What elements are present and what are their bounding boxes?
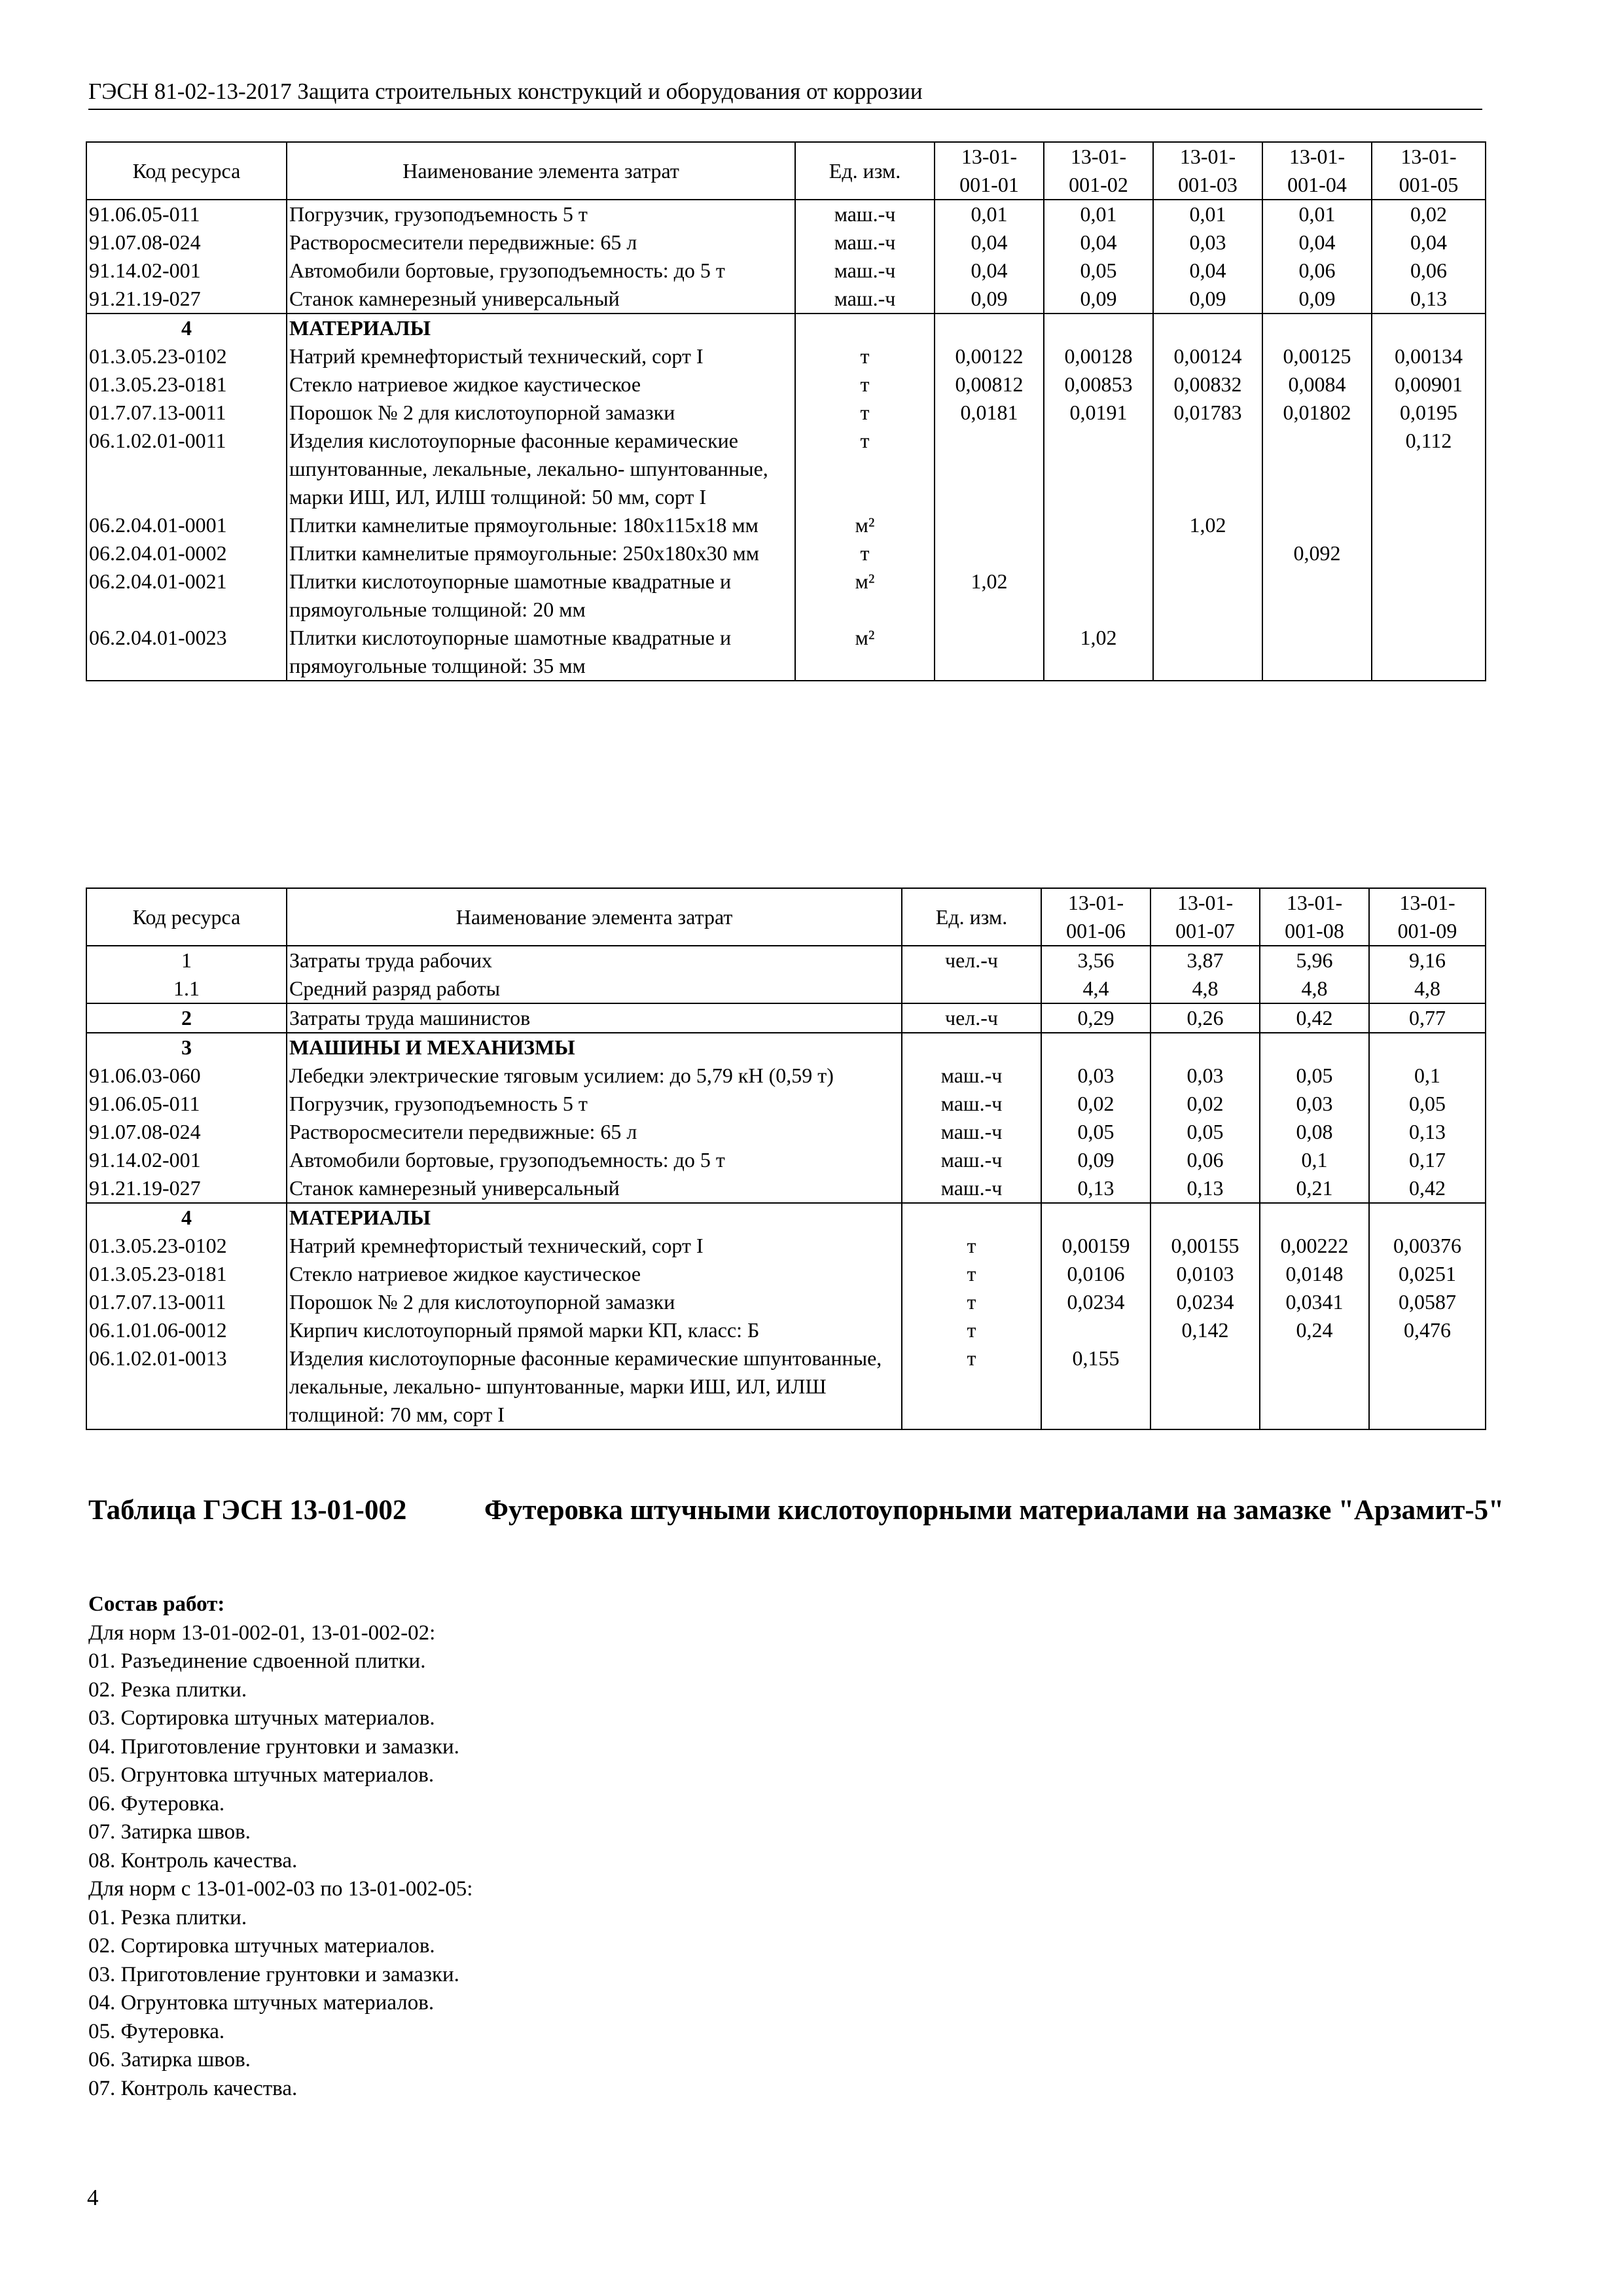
norm-value bbox=[1369, 1203, 1486, 1232]
column-header: Наименование элемента затрат bbox=[287, 888, 902, 946]
cost-element-name: Плитки кислотоупорные шамотные квадратные и прямоугольные толщиной: 20 мм bbox=[287, 567, 795, 624]
norm-value: 0,155 bbox=[1041, 1344, 1150, 1429]
norm-value: 0,0234 bbox=[1041, 1288, 1150, 1316]
norm-value: 0,00122 bbox=[935, 342, 1044, 370]
table-row bbox=[86, 1260, 1486, 1288]
column-header: Код ресурса bbox=[86, 888, 287, 946]
norm-value bbox=[935, 314, 1044, 342]
norm-value: 0,01 bbox=[935, 200, 1044, 228]
resource-code: 91.21.19-027 bbox=[86, 285, 287, 314]
page-number: 4 bbox=[87, 2185, 99, 2210]
norm-value: 1,02 bbox=[1044, 624, 1153, 681]
list-item: 07. Контроль качества. bbox=[88, 2076, 298, 2100]
section-row bbox=[86, 1033, 1486, 1062]
unit: м² bbox=[795, 624, 935, 681]
cost-element-name: Порошок № 2 для кислотоупорной замазки bbox=[287, 1288, 902, 1316]
cost-element-name: Станок камнерезный универсальный bbox=[287, 1174, 902, 1203]
unit: м² bbox=[795, 567, 935, 624]
table-row bbox=[86, 1232, 1486, 1260]
norm-value: 0,42 bbox=[1260, 1003, 1369, 1033]
table-row bbox=[86, 511, 1486, 539]
unit: маш.-ч bbox=[902, 1174, 1041, 1203]
works-heading: Состав работ: bbox=[88, 1592, 225, 1616]
norm-value: 0,24 bbox=[1260, 1316, 1369, 1344]
resource-code: 4 bbox=[86, 1203, 287, 1232]
norm-value bbox=[1153, 427, 1262, 511]
norm-value: 0,04 bbox=[1372, 228, 1486, 257]
table-row bbox=[86, 975, 1486, 1003]
norm-value: 0,00128 bbox=[1044, 342, 1153, 370]
resource-code: 1 bbox=[86, 946, 287, 975]
column-header: Код ресурса bbox=[86, 142, 287, 200]
norm-value: 0,0195 bbox=[1372, 399, 1486, 427]
list-item: 03. Приготовление грунтовки и замазки. bbox=[88, 1962, 459, 1986]
resource-code: 91.06.03-060 bbox=[86, 1062, 287, 1090]
resource-code: 01.3.05.23-0102 bbox=[86, 342, 287, 370]
norm-value: 0,0587 bbox=[1369, 1288, 1486, 1316]
column-header: 13-01- 001-03 bbox=[1153, 142, 1262, 200]
norm-value: 3,87 bbox=[1150, 946, 1260, 975]
norm-value bbox=[1153, 567, 1262, 624]
unit: т bbox=[902, 1232, 1041, 1260]
cost-element-name: Затраты труда рабочих bbox=[287, 946, 902, 975]
table-row bbox=[86, 1146, 1486, 1174]
norm-value bbox=[1262, 314, 1372, 342]
norm-value: 0,0181 bbox=[935, 399, 1044, 427]
table-row bbox=[86, 624, 1486, 681]
resource-code: 01.3.05.23-0102 bbox=[86, 1232, 287, 1260]
section-row bbox=[86, 1003, 1486, 1033]
norm-value bbox=[1372, 539, 1486, 567]
norm-value: 0,02 bbox=[1372, 200, 1486, 228]
norm-value: 0,13 bbox=[1041, 1174, 1150, 1203]
norm-value bbox=[1153, 539, 1262, 567]
cost-element-name: Натрий кремнефтористый технический, сорт I bbox=[287, 342, 795, 370]
norm-value: 0,06 bbox=[1150, 1146, 1260, 1174]
norm-value: 0,0148 bbox=[1260, 1260, 1369, 1288]
table-row bbox=[86, 1090, 1486, 1118]
norm-value: 0,06 bbox=[1372, 257, 1486, 285]
unit: маш.-ч bbox=[902, 1062, 1041, 1090]
resource-code: 91.06.05-011 bbox=[86, 200, 287, 228]
norm-value bbox=[1372, 624, 1486, 681]
norm-value bbox=[935, 624, 1044, 681]
resource-code: 3 bbox=[86, 1033, 287, 1062]
unit: маш.-ч bbox=[902, 1090, 1041, 1118]
section-row bbox=[86, 1203, 1486, 1232]
norm-value: 0,09 bbox=[1044, 285, 1153, 314]
resource-code: 91.21.19-027 bbox=[86, 1174, 287, 1203]
norm-value bbox=[1044, 314, 1153, 342]
norm-value: 0,09 bbox=[1262, 285, 1372, 314]
resource-code: 06.2.04.01-0023 bbox=[86, 624, 287, 681]
table-row bbox=[86, 1344, 1486, 1429]
list-item: 02. Резка плитки. bbox=[88, 1677, 247, 1702]
column-header: 13-01- 001-06 bbox=[1041, 888, 1150, 946]
norm-value: 0,17 bbox=[1369, 1146, 1486, 1174]
cost-element-name: Плитки камнелитые прямоугольные: 180х115х18 мм bbox=[287, 511, 795, 539]
list-item: 01. Разъединение сдвоенной плитки. bbox=[88, 1649, 426, 1673]
norm-value: 0,05 bbox=[1044, 257, 1153, 285]
cost-element-name: Лебедки электрические тяговым усилием: до 5,79 кН (0,59 т) bbox=[287, 1062, 902, 1090]
norm-value: 0,77 bbox=[1369, 1003, 1486, 1033]
norm-value: 0,00853 bbox=[1044, 370, 1153, 399]
table-row bbox=[86, 285, 1486, 314]
column-header: 13-01- 001-05 bbox=[1372, 142, 1486, 200]
unit: т bbox=[902, 1260, 1041, 1288]
norm-value: 0,00832 bbox=[1153, 370, 1262, 399]
unit: маш.-ч bbox=[902, 1118, 1041, 1146]
norm-value: 0,0234 bbox=[1150, 1288, 1260, 1316]
norm-value: 0,476 bbox=[1369, 1316, 1486, 1344]
table-row bbox=[86, 1316, 1486, 1344]
resource-code: 01.7.07.13-0011 bbox=[86, 1288, 287, 1316]
norm-value bbox=[1262, 511, 1372, 539]
norm-value: 0,0084 bbox=[1262, 370, 1372, 399]
norm-value: 0,00812 bbox=[935, 370, 1044, 399]
column-header: Ед. изм. bbox=[902, 888, 1041, 946]
norm-value: 0,09 bbox=[1041, 1146, 1150, 1174]
norm-value: 0,00125 bbox=[1262, 342, 1372, 370]
list-item: Для норм 13-01-002-01, 13-01-002-02: bbox=[88, 1621, 436, 1645]
norm-value bbox=[1260, 1033, 1369, 1062]
cost-element-name: Порошок № 2 для кислотоупорной замазки bbox=[287, 399, 795, 427]
resource-code: 91.06.05-011 bbox=[86, 1090, 287, 1118]
cost-element-name: Плитки кислотоупорные шамотные квадратные и прямоугольные толщиной: 35 мм bbox=[287, 624, 795, 681]
cost-element-name: Погрузчик, грузоподъемность 5 т bbox=[287, 200, 795, 228]
cost-element-name: МАШИНЫ И МЕХАНИЗМЫ bbox=[287, 1033, 902, 1062]
norm-value: 3,56 bbox=[1041, 946, 1150, 975]
norm-value: 4,4 bbox=[1041, 975, 1150, 1003]
cost-element-name: Растворосмесители передвижные: 65 л bbox=[287, 228, 795, 257]
norm-value: 0,01802 bbox=[1262, 399, 1372, 427]
unit: чел.-ч bbox=[902, 946, 1041, 975]
norm-value bbox=[1372, 511, 1486, 539]
list-item: 06. Затирка швов. bbox=[88, 2048, 251, 2072]
norm-value: 0,0103 bbox=[1150, 1260, 1260, 1288]
norm-value bbox=[1262, 567, 1372, 624]
unit bbox=[795, 314, 935, 342]
table-row bbox=[86, 946, 1486, 975]
table-row bbox=[86, 200, 1486, 228]
norm-value bbox=[1150, 1203, 1260, 1232]
norm-value: 0,13 bbox=[1372, 285, 1486, 314]
list-item: 05. Футеровка. bbox=[88, 2019, 225, 2043]
norm-value: 0,112 bbox=[1372, 427, 1486, 511]
norm-value: 0,04 bbox=[935, 228, 1044, 257]
norm-value: 0,0251 bbox=[1369, 1260, 1486, 1288]
norm-value: 0,05 bbox=[1041, 1118, 1150, 1146]
works-list bbox=[88, 1619, 473, 2104]
unit bbox=[902, 1033, 1041, 1062]
table-header-row bbox=[86, 142, 1486, 200]
norm-value: 0,09 bbox=[935, 285, 1044, 314]
table-header-row bbox=[86, 888, 1486, 946]
norm-value bbox=[1044, 567, 1153, 624]
column-header: Наименование элемента затрат bbox=[287, 142, 795, 200]
norm-value: 0,00222 bbox=[1260, 1232, 1369, 1260]
norm-value: 0,00124 bbox=[1153, 342, 1262, 370]
norm-value: 4,8 bbox=[1150, 975, 1260, 1003]
norm-value: 0,01783 bbox=[1153, 399, 1262, 427]
norm-value: 0,29 bbox=[1041, 1003, 1150, 1033]
norm-value: 1,02 bbox=[1153, 511, 1262, 539]
table-row bbox=[86, 1288, 1486, 1316]
norm-value: 0,00159 bbox=[1041, 1232, 1150, 1260]
table-row bbox=[86, 1174, 1486, 1203]
norm-value bbox=[1041, 1203, 1150, 1232]
cost-element-name: Изделия кислотоупорные фасонные керамические шпунтованные, лекальные, лекально- шпунтованные, марки ИШ, ИЛ, ИЛШ толщиной: 50 мм, сорт I bbox=[287, 427, 795, 511]
norm-value: 4,8 bbox=[1260, 975, 1369, 1003]
norm-value: 9,16 bbox=[1369, 946, 1486, 975]
norm-value bbox=[1150, 1344, 1260, 1429]
list-item: 02. Сортировка штучных материалов. bbox=[88, 1934, 435, 1958]
norm-value: 0,26 bbox=[1150, 1003, 1260, 1033]
unit: т bbox=[902, 1344, 1041, 1429]
norm-value bbox=[935, 427, 1044, 511]
resource-code: 06.1.01.06-0012 bbox=[86, 1316, 287, 1344]
cost-element-name: Погрузчик, грузоподъемность 5 т bbox=[287, 1090, 902, 1118]
cost-element-name: Автомобили бортовые, грузоподъемность: до 5 т bbox=[287, 1146, 902, 1174]
table-row bbox=[86, 342, 1486, 370]
unit: т bbox=[795, 399, 935, 427]
norm-value bbox=[1150, 1033, 1260, 1062]
list-item: 04. Огрунтовка штучных материалов. bbox=[88, 1991, 435, 2015]
norm-value: 0,00901 bbox=[1372, 370, 1486, 399]
resource-table-1 bbox=[86, 141, 1486, 681]
table-row bbox=[86, 228, 1486, 257]
column-header: 13-01- 001-04 bbox=[1262, 142, 1372, 200]
norm-value bbox=[1041, 1316, 1150, 1344]
norm-value: 0,03 bbox=[1153, 228, 1262, 257]
resource-code: 91.07.08-024 bbox=[86, 228, 287, 257]
list-item: 05. Огрунтовка штучных материалов. bbox=[88, 1763, 435, 1787]
table-row bbox=[86, 1118, 1486, 1146]
norm-value: 0,00155 bbox=[1150, 1232, 1260, 1260]
list-item: 06. Футеровка. bbox=[88, 1791, 225, 1816]
cost-element-name: МАТЕРИАЛЫ bbox=[287, 1203, 902, 1232]
norm-value: 0,00376 bbox=[1369, 1232, 1486, 1260]
column-header: 13-01- 001-09 bbox=[1369, 888, 1486, 946]
norm-value: 0,06 bbox=[1262, 257, 1372, 285]
norm-value: 5,96 bbox=[1260, 946, 1369, 975]
resource-code: 1.1 bbox=[86, 975, 287, 1003]
unit: т bbox=[795, 539, 935, 567]
resource-code: 91.07.08-024 bbox=[86, 1118, 287, 1146]
norm-value: 0,03 bbox=[1041, 1062, 1150, 1090]
norm-value: 0,01 bbox=[1153, 200, 1262, 228]
list-item: 08. Контроль качества. bbox=[88, 1848, 298, 1873]
norm-value bbox=[1153, 624, 1262, 681]
norm-value: 0,05 bbox=[1369, 1090, 1486, 1118]
norm-value bbox=[1369, 1033, 1486, 1062]
cost-element-name: Затраты труда машинистов bbox=[287, 1003, 902, 1033]
norm-value: 1,02 bbox=[935, 567, 1044, 624]
norm-value: 0,092 bbox=[1262, 539, 1372, 567]
table-row bbox=[86, 539, 1486, 567]
works-composition bbox=[88, 1590, 473, 2103]
norm-value: 0,05 bbox=[1260, 1062, 1369, 1090]
cost-element-name: Растворосмесители передвижные: 65 л bbox=[287, 1118, 902, 1146]
unit: маш.-ч bbox=[795, 228, 935, 257]
norm-value: 0,02 bbox=[1041, 1090, 1150, 1118]
norm-value bbox=[1044, 511, 1153, 539]
unit: чел.-ч bbox=[902, 1003, 1041, 1033]
norm-value bbox=[1262, 624, 1372, 681]
cost-element-name: Средний разряд работы bbox=[287, 975, 902, 1003]
resource-code: 01.3.05.23-0181 bbox=[86, 370, 287, 399]
norm-value: 0,13 bbox=[1150, 1174, 1260, 1203]
column-header: Ед. изм. bbox=[795, 142, 935, 200]
norm-value: 0,0341 bbox=[1260, 1288, 1369, 1316]
table-number: Таблица ГЭСН 13-01-002 bbox=[88, 1495, 407, 1526]
resource-code: 01.3.05.23-0181 bbox=[86, 1260, 287, 1288]
norm-value: 0,01 bbox=[1262, 200, 1372, 228]
norm-value bbox=[935, 511, 1044, 539]
unit: м² bbox=[795, 511, 935, 539]
norm-value: 0,13 bbox=[1369, 1118, 1486, 1146]
resource-code: 06.2.04.01-0001 bbox=[86, 511, 287, 539]
running-header: ГЭСН 81-02-13-2017 Защита строительных конструкций и оборудования от коррозии bbox=[88, 77, 1482, 110]
resource-code: 01.7.07.13-0011 bbox=[86, 399, 287, 427]
table-name: Футеровка штучными кислотоупорными материалами на замазке "Арзамит-5" bbox=[484, 1495, 1505, 1526]
column-header: 13-01- 001-02 bbox=[1044, 142, 1153, 200]
resource-code: 06.1.02.01-0013 bbox=[86, 1344, 287, 1429]
list-item: Для норм с 13-01-002-03 по 13-01-002-05: bbox=[88, 1877, 473, 1901]
table-row bbox=[86, 370, 1486, 399]
list-item: 01. Резка плитки. bbox=[88, 1905, 247, 1929]
table-row bbox=[86, 427, 1486, 511]
table-row bbox=[86, 399, 1486, 427]
norm-value bbox=[1372, 567, 1486, 624]
unit: т bbox=[795, 370, 935, 399]
norm-value: 0,0191 bbox=[1044, 399, 1153, 427]
norm-value: 0,1 bbox=[1260, 1146, 1369, 1174]
resource-code: 06.2.04.01-0002 bbox=[86, 539, 287, 567]
unit: маш.-ч bbox=[902, 1146, 1041, 1174]
resource-code: 4 bbox=[86, 314, 287, 342]
cost-element-name: Стекло натриевое жидкое каустическое bbox=[287, 370, 795, 399]
norm-value: 0,1 bbox=[1369, 1062, 1486, 1090]
column-header: 13-01- 001-07 bbox=[1150, 888, 1260, 946]
list-item: 07. Затирка швов. bbox=[88, 1820, 251, 1844]
unit: т bbox=[902, 1316, 1041, 1344]
norm-value bbox=[1153, 314, 1262, 342]
cost-element-name: Стекло натриевое жидкое каустическое bbox=[287, 1260, 902, 1288]
norm-value bbox=[1260, 1203, 1369, 1232]
norm-value: 0,04 bbox=[1044, 228, 1153, 257]
column-header: 13-01- 001-08 bbox=[1260, 888, 1369, 946]
section-row bbox=[86, 314, 1486, 342]
unit: т bbox=[795, 342, 935, 370]
norm-value: 0,02 bbox=[1150, 1090, 1260, 1118]
unit: т bbox=[795, 427, 935, 511]
norm-value bbox=[1262, 427, 1372, 511]
norm-value: 0,03 bbox=[1260, 1090, 1369, 1118]
table-row bbox=[86, 567, 1486, 624]
unit: маш.-ч bbox=[795, 257, 935, 285]
unit bbox=[902, 1203, 1041, 1232]
column-header: 13-01- 001-01 bbox=[935, 142, 1044, 200]
norm-value: 0,09 bbox=[1153, 285, 1262, 314]
norm-value: 0,03 bbox=[1150, 1062, 1260, 1090]
unit: маш.-ч bbox=[795, 200, 935, 228]
norm-value bbox=[1372, 314, 1486, 342]
norm-value: 0,05 bbox=[1150, 1118, 1260, 1146]
resource-table-2 bbox=[86, 888, 1486, 1430]
norm-value: 0,04 bbox=[1153, 257, 1262, 285]
norm-value: 0,08 bbox=[1260, 1118, 1369, 1146]
unit bbox=[902, 975, 1041, 1003]
table-row bbox=[86, 257, 1486, 285]
cost-element-name: Кирпич кислотоупорный прямой марки КП, класс: Б bbox=[287, 1316, 902, 1344]
norm-value bbox=[1260, 1344, 1369, 1429]
norm-value bbox=[935, 539, 1044, 567]
list-item: 04. Приготовление грунтовки и замазки. bbox=[88, 1734, 459, 1759]
cost-element-name: МАТЕРИАЛЫ bbox=[287, 314, 795, 342]
norm-value: 4,8 bbox=[1369, 975, 1486, 1003]
unit: маш.-ч bbox=[795, 285, 935, 314]
cost-element-name: Натрий кремнефтористый технический, сорт I bbox=[287, 1232, 902, 1260]
cost-element-name: Станок камнерезный универсальный bbox=[287, 285, 795, 314]
norm-value: 0,00134 bbox=[1372, 342, 1486, 370]
resource-code: 2 bbox=[86, 1003, 287, 1033]
norm-value bbox=[1044, 539, 1153, 567]
norm-value bbox=[1369, 1344, 1486, 1429]
resource-code: 91.14.02-001 bbox=[86, 1146, 287, 1174]
norm-value bbox=[1041, 1033, 1150, 1062]
norm-value: 0,0106 bbox=[1041, 1260, 1150, 1288]
cost-element-name: Изделия кислотоупорные фасонные керамические шпунтованные, лекальные, лекально- шпунтованные, марки ИШ, ИЛ, ИЛШ толщиной: 70 мм, сорт I bbox=[287, 1344, 902, 1429]
resource-code: 06.2.04.01-0021 bbox=[86, 567, 287, 624]
table-row bbox=[86, 1062, 1486, 1090]
norm-value: 0,142 bbox=[1150, 1316, 1260, 1344]
norm-value: 0,42 bbox=[1369, 1174, 1486, 1203]
cost-element-name: Автомобили бортовые, грузоподъемность: до 5 т bbox=[287, 257, 795, 285]
cost-element-name: Плитки камнелитые прямоугольные: 250х180х30 мм bbox=[287, 539, 795, 567]
list-item: 03. Сортировка штучных материалов. bbox=[88, 1706, 435, 1730]
resource-code: 06.1.02.01-0011 bbox=[86, 427, 287, 511]
resource-code: 91.14.02-001 bbox=[86, 257, 287, 285]
unit: т bbox=[902, 1288, 1041, 1316]
norm-value bbox=[1044, 427, 1153, 511]
norm-value: 0,04 bbox=[1262, 228, 1372, 257]
norm-value: 0,01 bbox=[1044, 200, 1153, 228]
norm-value: 0,04 bbox=[935, 257, 1044, 285]
norm-value: 0,21 bbox=[1260, 1174, 1369, 1203]
